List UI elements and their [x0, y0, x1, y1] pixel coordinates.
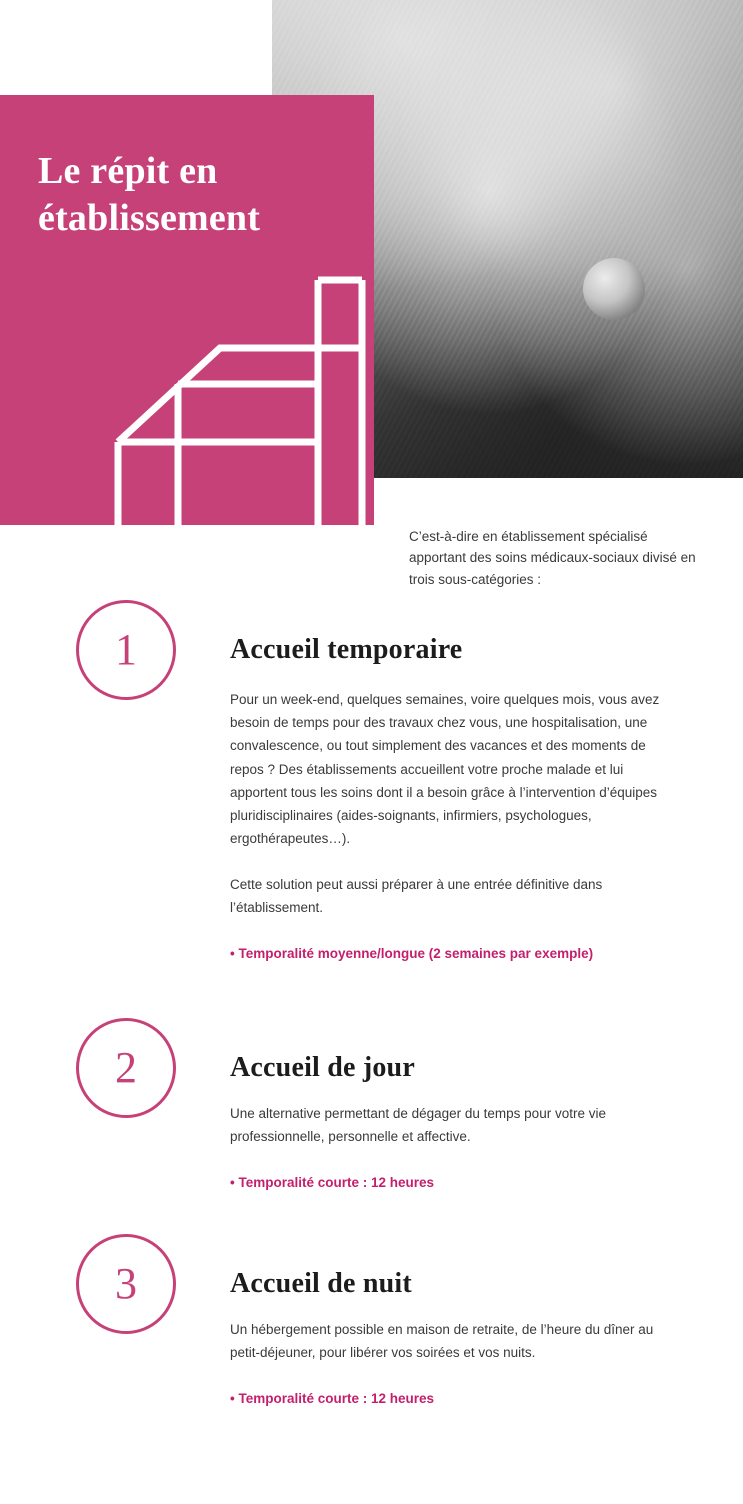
- step-number-badge: 1: [76, 600, 176, 700]
- page-title: Le répit en établissement: [38, 150, 261, 240]
- section-highlight-note: • Temporalité moyenne/longue (2 semaines par exemple): [230, 945, 594, 961]
- house-outline-icon: [100, 260, 370, 528]
- section-paragraph: Un hébergement possible en maison de retraite, de l’heure du dîner au petit-déjeuner, pour libérer vos soirées et vos nuits.: [230, 1322, 654, 1361]
- section-body: [230, 600, 670, 965]
- section-highlight-note: • Temporalité courte : 12 heures: [230, 1175, 435, 1191]
- section-paragraph: Une alternative permettant de dégager du temps pour votre vie professionnelle, personnelle et affective.: [230, 1106, 606, 1145]
- section-body: [230, 1018, 670, 1194]
- intro-paragraph: C’est-à-dire en établissement spécialisé apportant des soins médicaux-sociaux divisé en trois sous-catégories :: [409, 528, 696, 588]
- section-title: Accueil de jour: [230, 1052, 415, 1083]
- section-title: Accueil temporaire: [230, 634, 463, 665]
- section-highlight-note: • Temporalité courte : 12 heures: [230, 1391, 435, 1407]
- hero-banner: [0, 0, 743, 525]
- step-number-badge: 2: [76, 1018, 176, 1118]
- section-paragraph: Cette solution peut aussi préparer à une entrée définitive dans l’établissement.: [230, 876, 603, 915]
- section-title: Accueil de nuit: [230, 1268, 412, 1299]
- photo-ball-highlight: [583, 258, 645, 320]
- section-paragraph: Pour un week-end, quelques semaines, voire quelques mois, vous avez besoin de temps pour des travaux chez vous, une hospitalisation, une convalescence, ou tout simplement des vacances et des moments de repos ? Des établissements accueillent votre proche malade et lui apportent tous les soins dont il a besoin grâce à l’intervention d’équipes pluridisciplinaires (aides-soignants, infirmiers, psychologues, ergothérapeutes…).: [230, 692, 660, 847]
- step-number-badge: 3: [76, 1234, 176, 1334]
- section-body: [230, 1234, 670, 1410]
